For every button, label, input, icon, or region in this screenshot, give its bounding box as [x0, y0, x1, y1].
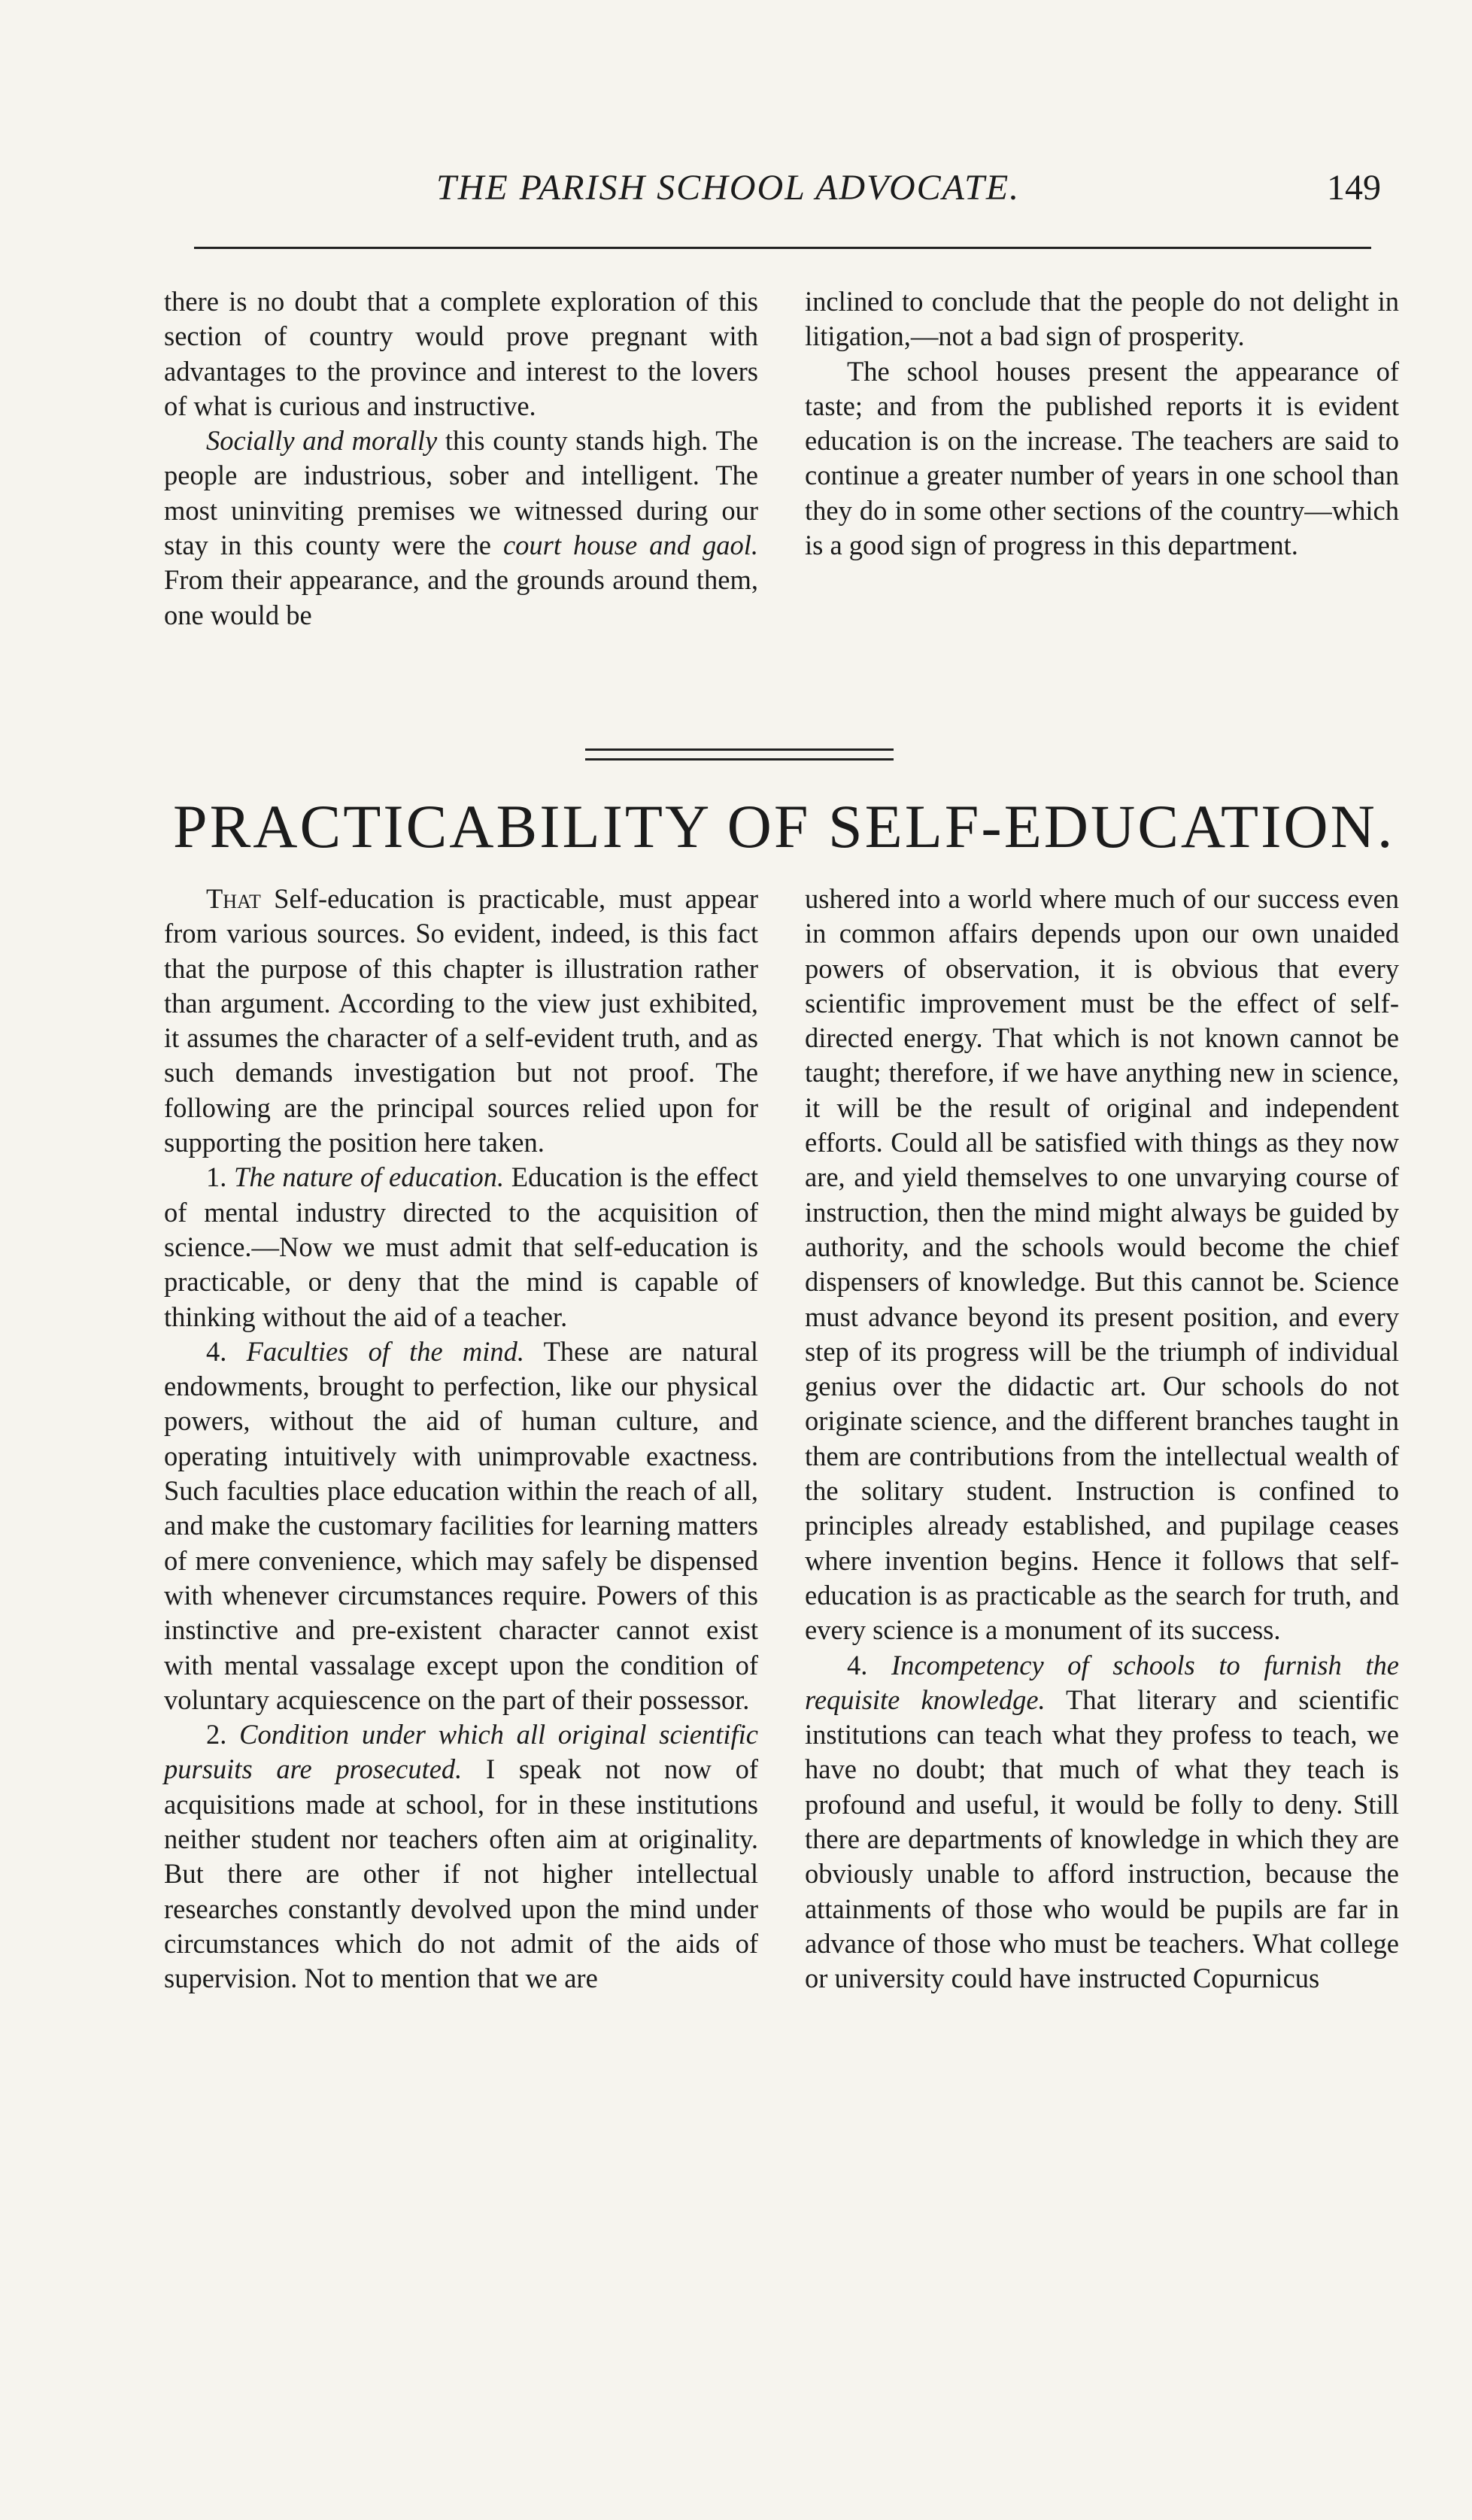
article-body [164, 882, 1405, 1996]
article-left-column [164, 882, 758, 1996]
paragraph: ushered into a world where much of our success even in common affairs depends upon our own unaided powers of observation, it is obvious that every scientific improvement must be the effect of self-directed energy. That which is not known cannot be taught; therefore, if we have anything new in science, it will be the result of original and independent efforts. Could all be satisfied with things as they now are, and yield themselves to one unvarying course of instruction, then the mind might always be guided by authority, and the schools would become the chief dispensers of knowledge. But this cannot be. Science must advance beyond its present position, and every step of its progress will be the triumph of individual genius over the didactic art. Our schools do not originate science, and the different branches taught in them are contributions from the intellectual wealth of the solitary student. Instruction is confined to principles already established, and pupilage ceases where invention begins. Hence it follows that self-education is as practicable as the search for truth, and every science is a monument of its success. [805, 883, 1399, 1646]
article-right-column [805, 882, 1399, 1996]
header-rule [194, 247, 1371, 249]
paragraph: Socially and morally this county stands high. The people are industrious, sober and intelligent. The most uninviting premises we witnessed during our stay in this county were the court house and gaol. From their appearance, and the grounds around them, one would be [164, 425, 758, 630]
running-title: THE PARISH SCHOOL ADVOCATE. [436, 168, 1021, 208]
running-head [173, 167, 1392, 220]
article-title: PRACTICABILITY OF SELF-EDUCATION. [173, 792, 1395, 861]
top-left-column [164, 284, 758, 633]
paragraph: The school houses present the appearance of taste; and from the published reports it is evident education is on the increase. The teachers are said to continue a greater number of years in one school than they do in some other sections of the country—which is a good sign of progress in this department. [805, 355, 1399, 561]
top-section [164, 284, 1405, 633]
top-right-column [805, 284, 1399, 633]
paragraph: 4. Incompetency of schools to furnish the requisite knowledge. That literary and scientific institutions can teach what they profess to teach, we have no doubt; that much of what they teach is profound and useful, it would be folly to deny. Still there are departments of knowledge in which they are obviously unable to afford instruction, because the attainments of those who would be pupils are far in advance of those who must be teachers. What college or university could have instructed Copurnicus [805, 1649, 1399, 1994]
section-divider [585, 748, 894, 761]
paragraph: there is no doubt that a complete exploration of this section of country would prove pregnant with advantages to the province and interest to the lovers of what is curious and instructive. [164, 286, 758, 421]
paragraph: 2. Condition under which all original scientific pursuits are prosecuted. I speak not now of acquisitions made at school, for in these institutions neither student nor teachers often aim at originality. But there are other if not higher intellectual researches constantly devolved upon the mind under circumstances which do not admit of the aids of supervision. Not to mention that we are [164, 1719, 759, 1994]
paragraph: 4. Faculties of the mind. These are natural endowments, brought to perfection, like our physical powers, without the aid of human culture, and operating intuitively with unimprovable exactness. Such faculties place education within the reach of all, and make the customary facilities for learning matters of mere convenience, which may safely be dispensed with whenever circumstances require. Powers of this instinctive and pre-existent character cannot exist with mental vassalage except upon the condition of voluntary acquiescence on the part of their possessor. [164, 1335, 759, 1715]
paragraph: 1. The nature of education. Education is the effect of mental industry directed to the acquisition of science.—Now we must admit that self-education is practicable, or deny that the mind is capable of thinking without the aid of a teacher. [164, 1161, 759, 1332]
paragraph: That Self-education is practicable, must appear from various sources. So evident, indeed, is this fact that the purpose of this chapter is illustration rather than argument. According to the view just exhibited, it assumes the character of a self-evident truth, and as such demands investigation but not proof. The following are the principal sources relied upon for supporting the position here taken. [164, 883, 758, 1158]
paragraph: inclined to conclude that the people do not delight in litigation,—not a bad sign of prosperity. [805, 286, 1399, 352]
page-number: 149 [1327, 168, 1381, 208]
